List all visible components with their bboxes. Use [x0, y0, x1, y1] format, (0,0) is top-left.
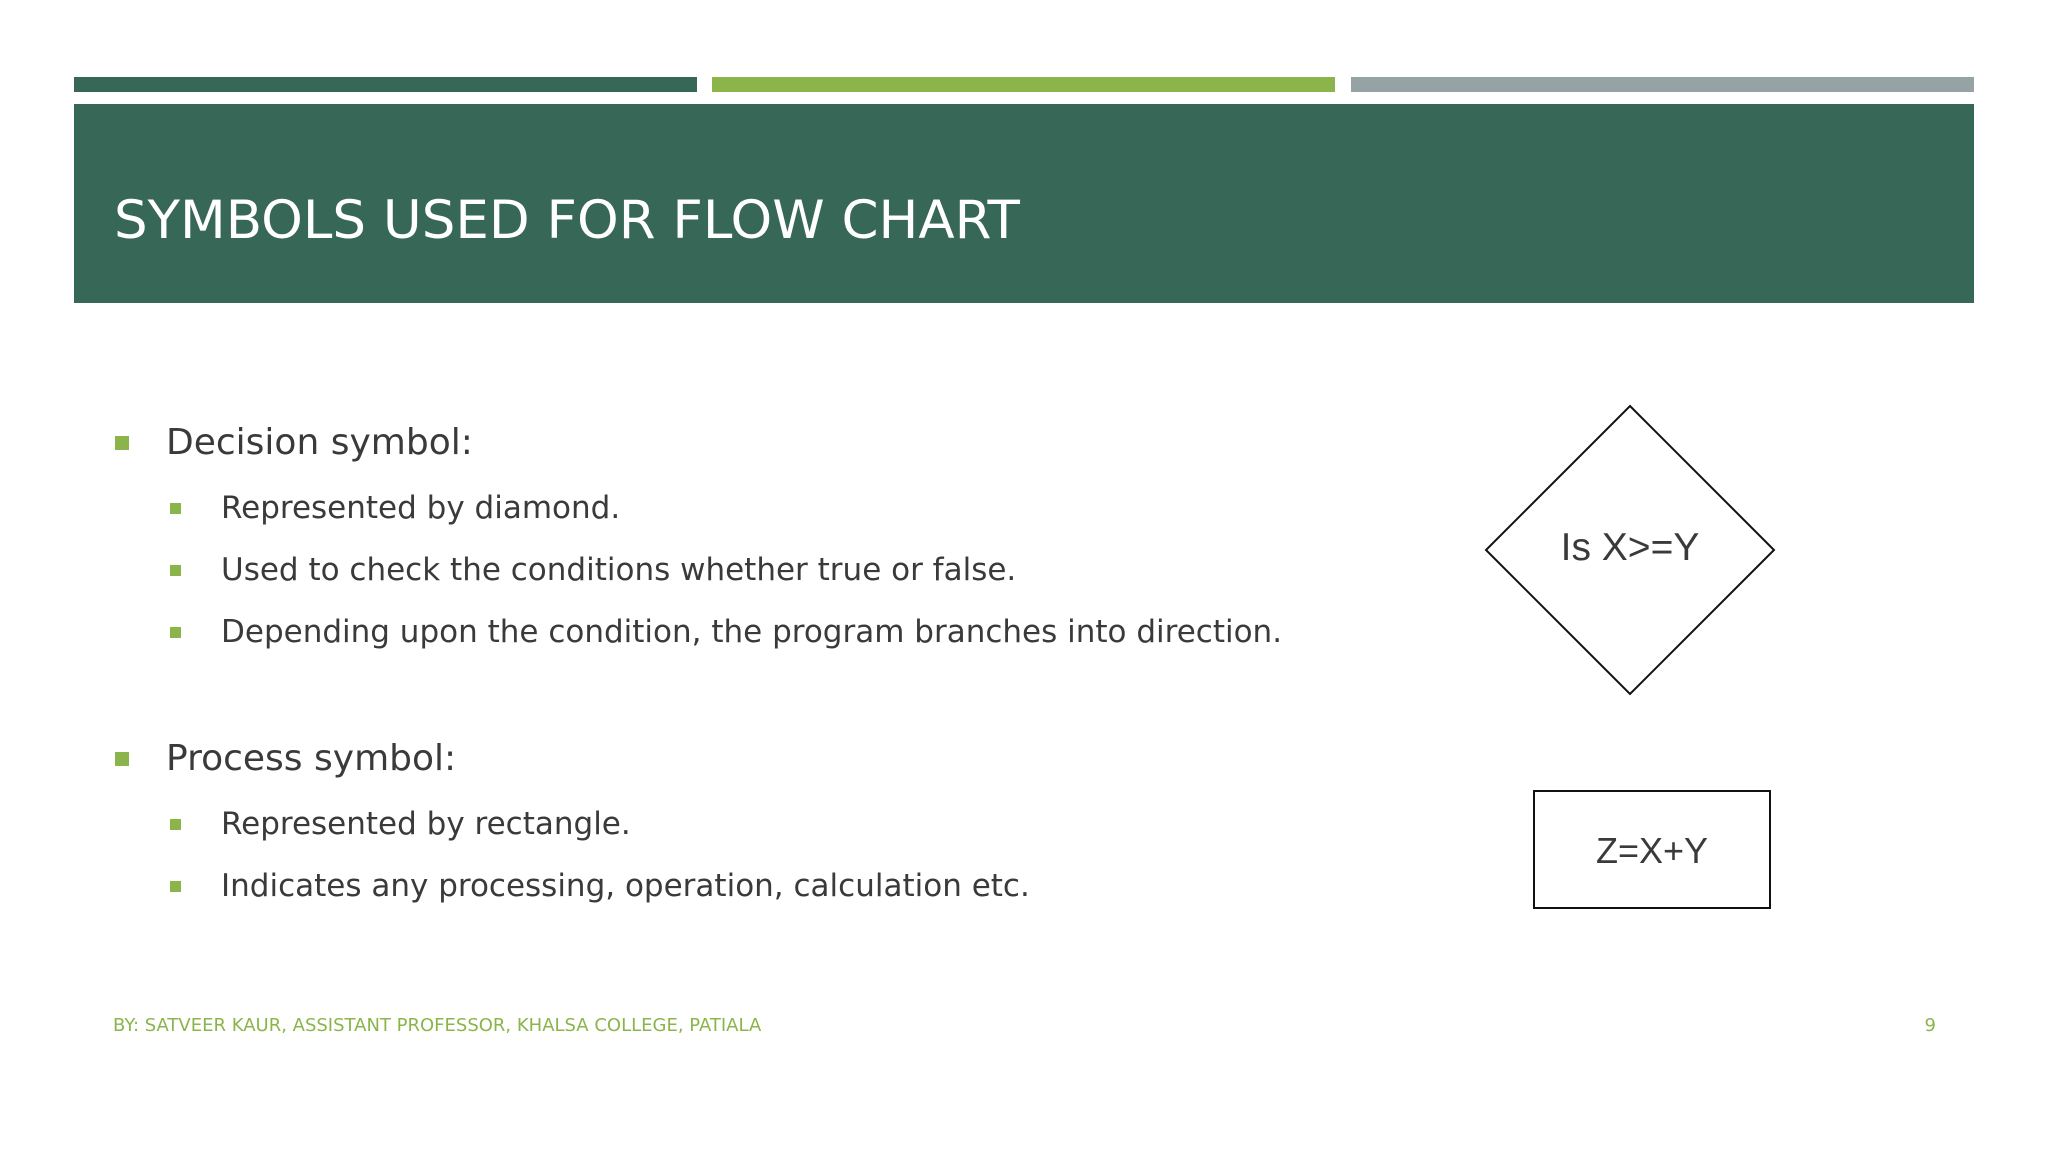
bullet-process-symbol	[115, 738, 456, 779]
accent-bar-dark-green	[74, 77, 697, 92]
process-label: Z=X+Y	[1595, 830, 1709, 871]
sub-bullet	[170, 614, 1282, 650]
bullet-square-icon	[170, 819, 181, 830]
bullet-square-icon	[170, 881, 181, 892]
bullet-text: Depending upon the condition, the program branches into direction.	[221, 614, 1283, 650]
footer-author: BY: SATVEER KAUR, ASSISTANT PROFESSOR, KHALSA COLLEGE, PATIALA	[113, 1015, 762, 1036]
bullet-text: Decision symbol:	[166, 422, 473, 463]
bullet-square-icon	[170, 627, 181, 638]
sub-bullet	[170, 490, 620, 526]
decision-label: Is X>=Y	[1560, 526, 1700, 569]
bullet-square-icon	[170, 565, 181, 576]
bullet-square-icon	[115, 436, 129, 450]
bullet-text: Represented by rectangle.	[221, 806, 631, 842]
bullet-text: Indicates any processing, operation, calculation etc.	[221, 868, 1030, 904]
sub-bullet	[170, 552, 1016, 588]
slide-title: SYMBOLS USED FOR FLOW CHART	[114, 190, 1020, 251]
bullet-square-icon	[115, 752, 129, 766]
accent-bar-gray	[1351, 77, 1974, 92]
bullet-text: Used to check the conditions whether true or false.	[221, 552, 1017, 588]
sub-bullet	[170, 868, 1030, 904]
decision-diamond-diagram	[1484, 404, 1776, 696]
bullet-square-icon	[170, 503, 181, 514]
accent-bar-light-green	[712, 77, 1335, 92]
sub-bullet	[170, 806, 631, 842]
process-rectangle-diagram	[1533, 790, 1771, 909]
bullet-text: Represented by diamond.	[221, 490, 621, 526]
bullet-text: Process symbol:	[166, 738, 457, 779]
page-number: 9	[1924, 1015, 1936, 1036]
title-band	[74, 104, 1974, 303]
bullet-decision-symbol	[115, 422, 473, 463]
